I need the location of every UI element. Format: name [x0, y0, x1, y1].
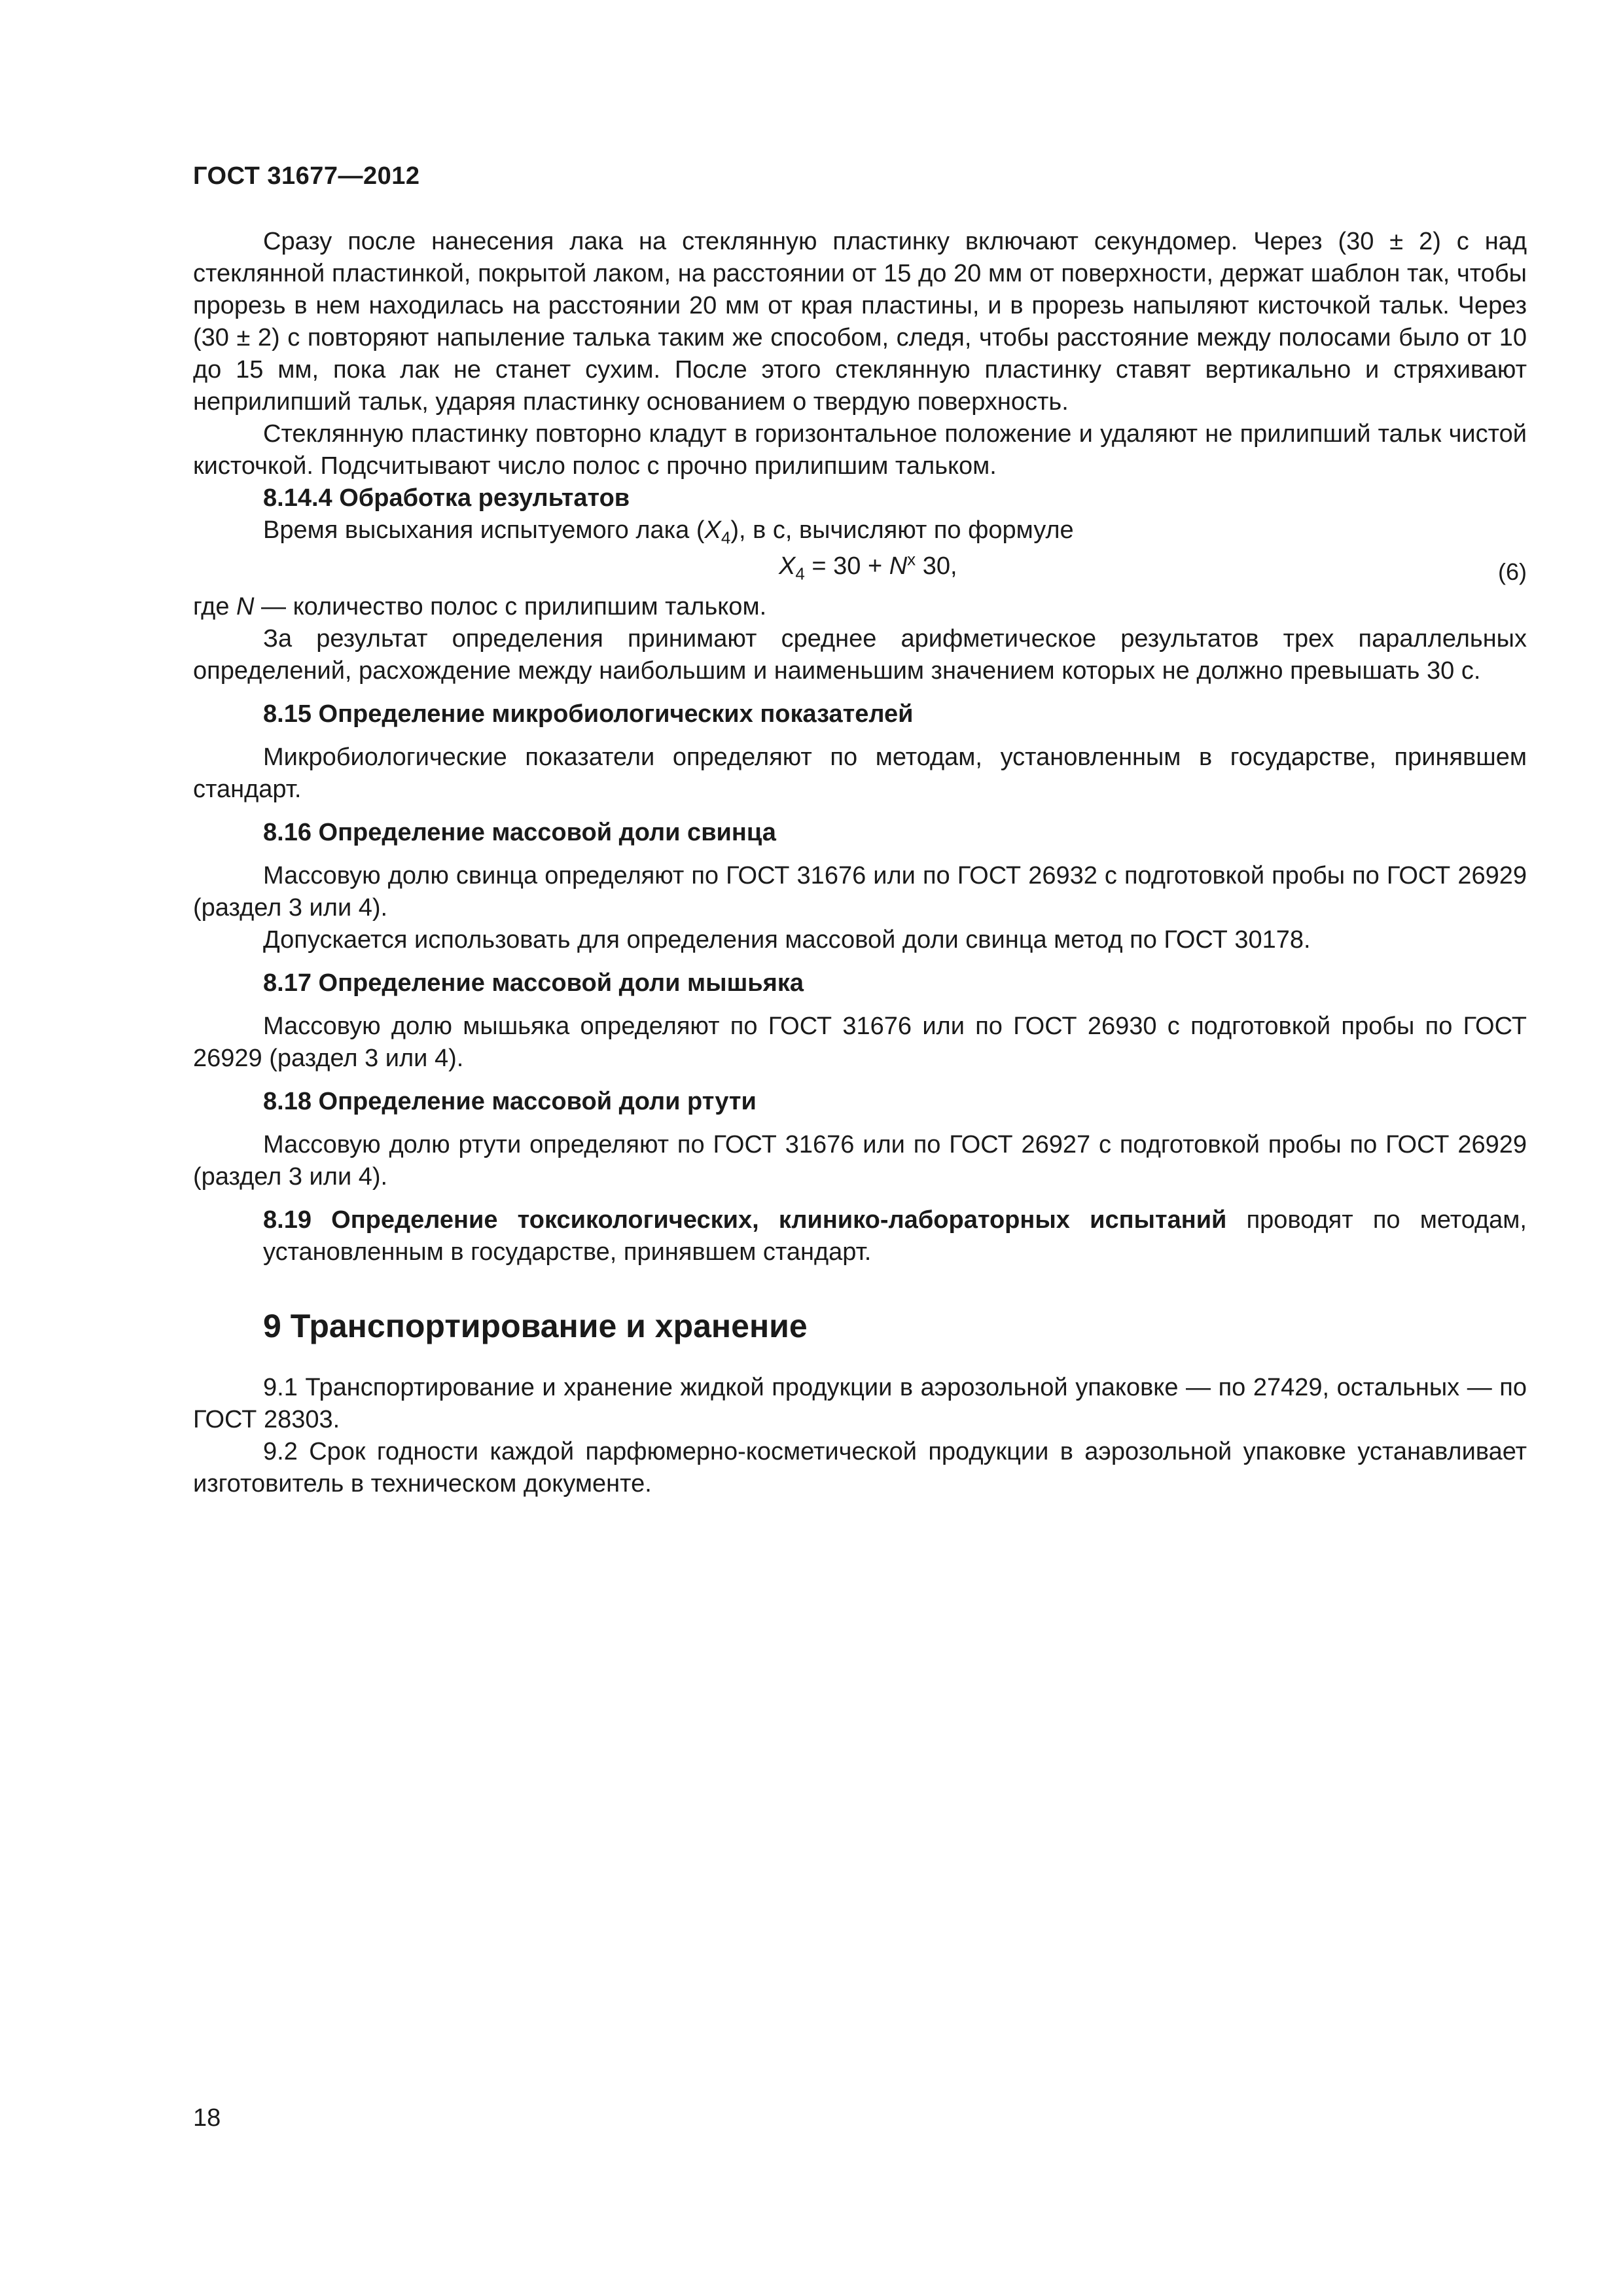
paragraph: За результат определения принимают среднее арифметическое результатов трех параллельных определений, расхождение между наибольшим и наименьшим значением которых не должно превышать 30 с. [193, 625, 1527, 685]
paragraph: Допускается использовать для определения массовой доли свинца метод по ГОСТ 30178. [263, 926, 1311, 954]
subsection-heading-8-16: 8.16 Определение массовой доли свинца [263, 819, 776, 846]
section-heading-9: 9 Транспортирование и хранение [263, 1308, 808, 1344]
subsection-heading-8-15: 8.15 Определение микробиологических показателей [263, 700, 914, 728]
paragraph: Стеклянную пластинку повторно кладут в горизонтальное положение и удаляют не прилипший тальк чистой кисточкой. Подсчитывают число полос с прочно прилипшим тальком. [193, 420, 1527, 480]
formula-explanation: где N — количество полос с прилипшим тальком. [193, 593, 767, 620]
paragraph-formula-intro: Время высыхания испытуемого лака $(X_4)$, в с, вычисляют по формуле [263, 516, 1074, 548]
formula-number: (6) [1498, 558, 1527, 585]
subsection-heading-8-14-4: 8.14.4 Обработка результатов [263, 484, 630, 512]
subsection-heading-8-18: 8.18 Определение массовой доли ртути [263, 1088, 757, 1115]
page-number: 18 [193, 2104, 221, 2132]
paragraph: Массовую долю мышьяка определяют по ГОСТ 31676 или по ГОСТ 26930 с подготовкой пробы по ГОСТ 26929 (раздел 3 или 4). [193, 1013, 1527, 1072]
document-body [193, 226, 1527, 1500]
paragraph: Массовую долю свинца определяют по ГОСТ 31676 или по ГОСТ 26932 с подготовкой пробы по ГОСТ 26929 (раздел 3 или 4). [193, 862, 1527, 922]
document-header: ГОСТ 31677—2012 [193, 162, 420, 190]
paragraph-9-1: 9.1 Транспортирование и хранение жидкой продукции в аэрозольной упаковке — по 27429, остальных — по ГОСТ 28303. [193, 1374, 1527, 1433]
paragraph-8-19: 8.19 Определение токсикологических, клинико-лабораторных испытаний проводят по методам, установленным в государстве, принявшем стандарт. [263, 1206, 1527, 1266]
paragraph-9-2: 9.2 Срок годности каждой парфюмерно-косметической продукции в аэрозольной упаковке устанавливает изготовитель в техническом документе. [193, 1438, 1527, 1498]
paragraph: Массовую долю ртути определяют по ГОСТ 31676 или по ГОСТ 26927 с подготовкой пробы по ГОСТ 26929 (раздел 3 или 4). [193, 1131, 1527, 1191]
formula-expression: $X_4 = 30 + N^x$ 30, [779, 549, 957, 584]
paragraph: Сразу после нанесения лака на стеклянную пластинку включают секундомер. Через (30 ± 2) с над стеклянной пластинкой, покрытой лаком, на расстоянии от 15 до 20 мм от поверхности, держат шаблон так, чтобы прорезь в нем находилась на расстоянии 20 мм от края пластины, и в прорезь напыляют кисточкой тальк. Через (30 ± 2) с повторяют напыление талька таким же способом, следя, чтобы расстояние между полосами было от 10 до 15 мм, пока лак не станет сухим. После этого стеклянную пластинку ставят вертикально и стряхивают неприлипший тальк, ударяя пластинку основанием о твердую поверхность. [193, 228, 1527, 416]
formula-6 [193, 550, 1527, 584]
paragraph: Микробиологические показатели определяют по методам, установленным в государстве, принявшем стандарт. [193, 744, 1527, 803]
subsection-heading-8-17: 8.17 Определение массовой доли мышьяка [263, 969, 804, 997]
